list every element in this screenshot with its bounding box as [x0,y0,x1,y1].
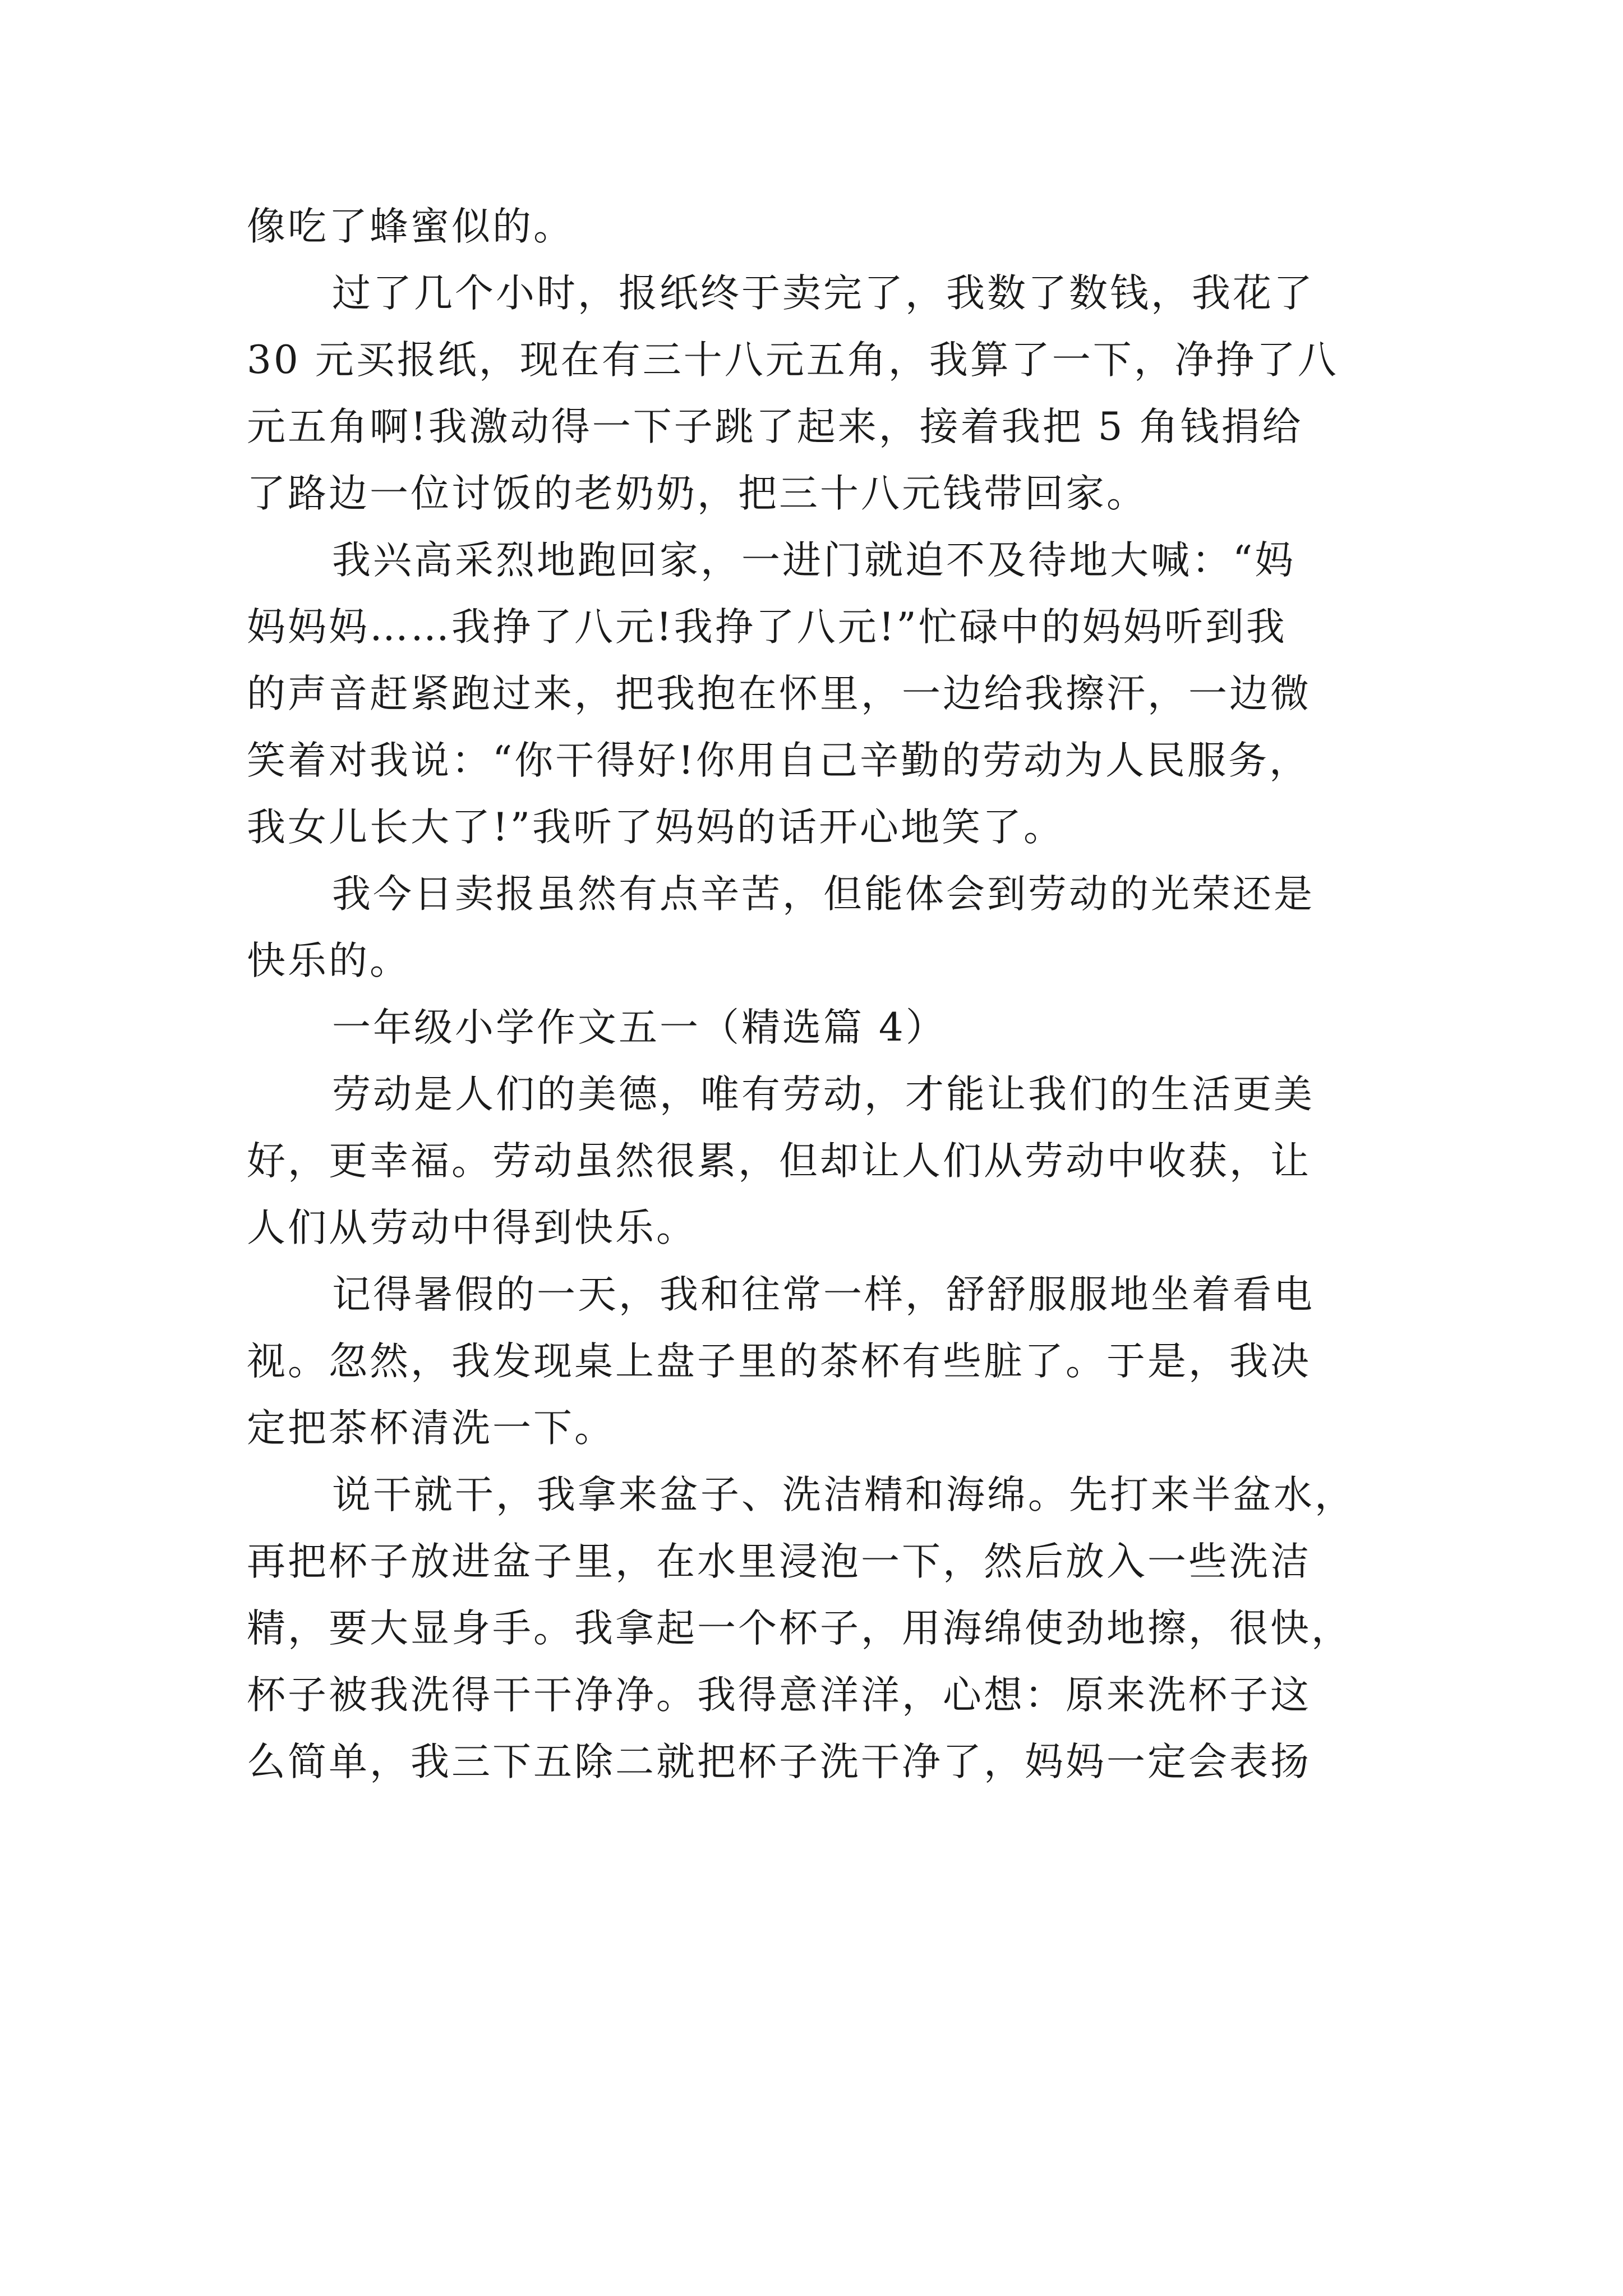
text-line: 精，要大显身手。我拿起一个杯子，用海绵使劲地擦，很快， [247,1606,1352,1651]
text-line: 我兴高采烈地跑回家，一进门就迫不及待地大喊：“妈 [332,538,1296,583]
text-line: 再把杯子放进盆子里，在水里浸泡一下，然后放入一些洗洁 [247,1539,1311,1584]
text-line: 元五角啊!我激动得一下子跳了起来，接着我把 5 角钱捐给 [247,404,1303,449]
document-body [247,194,1391,1796]
text-line: 过了几个小时，报纸终于卖完了，我数了数钱，我花了 [332,271,1315,316]
text-line: 记得暑假的一天，我和往常一样，舒舒服服地坐着看电 [332,1272,1315,1317]
text-line: 杯子被我洗得干干净净。我得意洋洋，心想：原来洗杯子这 [247,1673,1311,1718]
text-line: 快乐的。 [247,938,411,983]
text-line: 好，更幸福。劳动虽然很累，但却让人们从劳动中收获，让 [247,1139,1311,1184]
text-line: 么简单，我三下五除二就把杯子洗干净了，妈妈一定会表扬 [247,1740,1311,1784]
text-line: 我今日卖报虽然有点辛苦，但能体会到劳动的光荣还是 [332,872,1315,917]
text-line: 了路边一位讨饭的老奶奶，把三十八元钱带回家。 [247,471,1147,516]
text-line: 的声音赶紧跑过来，把我抱在怀里，一边给我擦汗，一边微 [247,671,1311,716]
text-line: 像吃了蜂蜜似的。 [247,204,574,249]
text-line: 妈妈妈……我挣了八元!我挣了八元!”忙碌中的妈妈听到我 [247,605,1287,650]
text-line: 我女儿长大了!”我听了妈妈的话开心地笑了。 [247,805,1065,850]
text-line: 定把茶杯清洗一下。 [247,1406,615,1451]
text-line: 30 元买报纸，现在有三十八元五角，我算了一下，净挣了八 [247,338,1339,383]
section-heading: 一年级小学作文五一（精选篇 4） [332,1005,947,1050]
text-line: 视。忽然，我发现桌上盘子里的茶杯有些脏了。于是，我决 [247,1339,1311,1384]
text-line: 说干就干，我拿来盆子、洗洁精和海绵。先打来半盆水， [332,1473,1355,1517]
text-line: 人们从劳动中得到快乐。 [247,1205,697,1250]
text-line: 劳动是人们的美德，唯有劳动，才能让我们的生活更美 [332,1072,1315,1117]
text-line: 笑着对我说：“你干得好!你用自己辛勤的劳动为人民服务， [247,738,1311,783]
